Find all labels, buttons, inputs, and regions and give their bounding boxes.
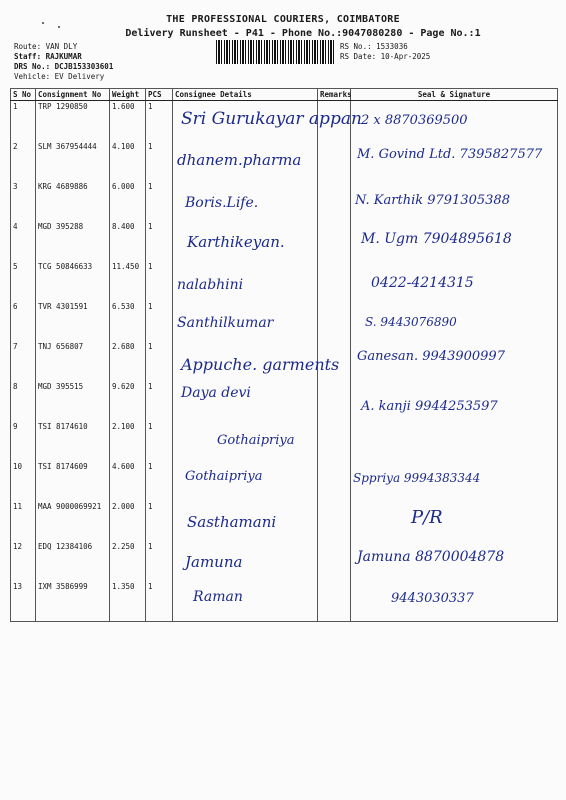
- drs-number: DRS No.: DCJB153303601: [14, 62, 114, 71]
- handwritten-signature: N. Karthik 9791305388: [355, 193, 510, 208]
- handwritten-signature: S. 9443076890: [365, 315, 457, 329]
- staff: Staff: RAJKUMAR: [14, 52, 82, 61]
- table-header-row: [11, 89, 558, 101]
- cell-pcs: 1: [146, 261, 173, 301]
- cell-weight: 4.600: [110, 461, 146, 501]
- table-row: [11, 301, 558, 341]
- cell-signature: [351, 581, 558, 622]
- handwritten-consignee: Daya devi: [181, 385, 251, 401]
- cell-weight: 4.100: [110, 141, 146, 181]
- table-row: [11, 381, 558, 421]
- header-remarks: Remarks: [318, 89, 351, 101]
- cell-remarks: [318, 541, 351, 581]
- cell-sno: 8: [11, 381, 36, 421]
- table-row: [11, 421, 558, 461]
- cell-remarks: [318, 381, 351, 421]
- cell-sno: 10: [11, 461, 36, 501]
- cell-remarks: [318, 461, 351, 501]
- cell-weight: 6.000: [110, 181, 146, 221]
- cell-consignment: TRP 1290850: [36, 101, 110, 142]
- cell-sno: 2: [11, 141, 36, 181]
- cell-consignment: MAA 9000069921: [36, 501, 110, 541]
- cell-pcs: 1: [146, 501, 173, 541]
- cell-pcs: 1: [146, 341, 173, 381]
- header-pcs: PCS: [146, 89, 173, 101]
- cell-consignee: [173, 541, 318, 581]
- cell-remarks: [318, 181, 351, 221]
- cell-sno: 4: [11, 221, 36, 261]
- cell-pcs: 1: [146, 101, 173, 142]
- rs-number: RS No.: 1533036: [340, 42, 408, 51]
- cell-consignee: [173, 301, 318, 341]
- handwritten-signature: Ganesan. 9943900997: [357, 349, 505, 364]
- cell-remarks: [318, 141, 351, 181]
- cell-signature: [351, 101, 558, 142]
- cell-pcs: 1: [146, 461, 173, 501]
- handwritten-consignee: Appuche. garments: [181, 355, 340, 374]
- cell-signature: [351, 341, 558, 381]
- handwritten-consignee: Sri Gurukayar appan: [181, 109, 362, 129]
- cell-consignment: TNJ 656807: [36, 341, 110, 381]
- vehicle: Vehicle: EV Delivery: [14, 72, 105, 81]
- cell-consignment: MGD 395515: [36, 381, 110, 421]
- handwritten-consignee: Boris.Life.: [185, 195, 259, 211]
- cell-consignee: [173, 501, 318, 541]
- cell-weight: 11.450: [110, 261, 146, 301]
- handwritten-consignee: dhanem.pharma: [177, 151, 302, 169]
- cell-signature: [351, 381, 558, 421]
- cell-consignment: SLM 367954444: [36, 141, 110, 181]
- cell-weight: 1.350: [110, 581, 146, 622]
- cell-consignment: IXM 3586999: [36, 581, 110, 622]
- table-row: [11, 581, 558, 622]
- handwritten-signature: M. Ugm 7904895618: [361, 231, 512, 247]
- cell-consignment: TVR 4301591: [36, 301, 110, 341]
- cell-sno: 12: [11, 541, 36, 581]
- cell-consignment: KRG 4689886: [36, 181, 110, 221]
- cell-weight: 2.680: [110, 341, 146, 381]
- cell-pcs: 1: [146, 141, 173, 181]
- runsheet-table: [10, 88, 558, 622]
- table-row: [11, 541, 558, 581]
- handwritten-consignee: Santhilkumar: [177, 315, 274, 331]
- table-row: [11, 221, 558, 261]
- table-row: [11, 501, 558, 541]
- handwritten-consignee: Karthikeyan.: [187, 233, 285, 251]
- cell-remarks: [318, 581, 351, 622]
- cell-signature: [351, 261, 558, 301]
- header-weight: Weight: [110, 89, 146, 101]
- cell-consignee: [173, 421, 318, 461]
- cell-signature: [351, 181, 558, 221]
- handwritten-signature: A. kanji 9944253597: [361, 399, 498, 414]
- cell-consignee: [173, 221, 318, 261]
- cell-pcs: 1: [146, 181, 173, 221]
- rs-date: RS Date: 10-Apr-2025: [340, 52, 431, 61]
- handwritten-consignee: Raman: [193, 589, 243, 605]
- cell-signature: [351, 141, 558, 181]
- cell-remarks: [318, 221, 351, 261]
- handwritten-consignee: Jamuna: [185, 553, 243, 571]
- cell-consignee: [173, 461, 318, 501]
- cell-weight: 6.530: [110, 301, 146, 341]
- table-row: [11, 261, 558, 301]
- cell-remarks: [318, 421, 351, 461]
- cell-consignment: TSI 8174609: [36, 461, 110, 501]
- rs-info: [340, 42, 430, 62]
- cell-consignee: [173, 261, 318, 301]
- cell-consignee: [173, 581, 318, 622]
- cell-signature: [351, 541, 558, 581]
- cell-weight: 8.400: [110, 221, 146, 261]
- table-row: [11, 101, 558, 142]
- cell-consignee: [173, 101, 362, 142]
- table-row: [11, 461, 558, 501]
- cell-pcs: 1: [146, 581, 173, 622]
- header-consignee: Consignee Details: [173, 89, 318, 101]
- document-subtitle: Delivery Runsheet - P41 - Phone No.:9047080280 - Page No.:1: [125, 28, 481, 39]
- handwritten-consignee: Gothaipriya: [217, 433, 295, 448]
- cell-pcs: 1: [146, 541, 173, 581]
- route: Route: VAN DLY: [14, 42, 78, 51]
- cell-signature: [351, 501, 558, 541]
- cell-consignment: EDQ 12384106: [36, 541, 110, 581]
- cell-sno: 1: [11, 101, 36, 142]
- cell-sno: 9: [11, 421, 36, 461]
- header-sno: S No: [11, 89, 36, 101]
- cell-sno: 6: [11, 301, 36, 341]
- barcode: [216, 40, 334, 64]
- cell-sno: 7: [11, 341, 36, 381]
- table-row: [11, 141, 558, 181]
- cell-remarks: [318, 301, 351, 341]
- cell-remarks: [318, 501, 351, 541]
- cell-pcs: 1: [146, 221, 173, 261]
- cell-pcs: 1: [146, 421, 173, 461]
- handwritten-consignee: nalabhini: [177, 277, 244, 293]
- cell-weight: 2.100: [110, 421, 146, 461]
- cell-sno: 13: [11, 581, 36, 622]
- table-row: [11, 341, 558, 381]
- handwritten-consignee: Sasthamani: [187, 513, 277, 531]
- cell-pcs: 1: [146, 301, 173, 341]
- document-title: THE PROFESSIONAL COURIERS, COIMBATORE: [166, 14, 400, 25]
- cell-weight: 2.250: [110, 541, 146, 581]
- cell-remarks: [318, 261, 351, 301]
- handwritten-signature: M. Govind Ltd. 7395827577: [357, 147, 543, 162]
- cell-signature: [351, 301, 558, 341]
- cell-signature: [351, 221, 558, 261]
- handwritten-signature: Jamuna 8870004878: [357, 549, 505, 565]
- handwritten-signature: 0422-4214315: [371, 275, 474, 291]
- cell-weight: 9.620: [110, 381, 146, 421]
- handwritten-signature: 9443030337: [391, 591, 474, 606]
- cell-consignment: MGD 395288: [36, 221, 110, 261]
- cell-consignee: [173, 181, 318, 221]
- cell-sno: 5: [11, 261, 36, 301]
- cell-pcs: 1: [146, 381, 173, 421]
- cell-consignee: [173, 141, 318, 181]
- handwritten-signature: Sppriya 9994383344: [353, 471, 481, 485]
- cell-consignee: [173, 341, 340, 381]
- route-info: [14, 42, 113, 82]
- handwritten-signature: P/R: [411, 507, 443, 528]
- cell-sno: 3: [11, 181, 36, 221]
- cell-weight: 1.600: [110, 101, 146, 142]
- cell-consignee: [173, 381, 318, 421]
- cell-sno: 11: [11, 501, 36, 541]
- cell-signature: [351, 421, 558, 461]
- header-consignment: Consignment No: [36, 89, 110, 101]
- handwritten-consignee: Gothaipriya: [185, 469, 263, 484]
- header-signature: Seal & Signature: [351, 89, 558, 101]
- cell-weight: 2.000: [110, 501, 146, 541]
- cell-signature: [351, 461, 558, 501]
- handwritten-signature: 2 x 8870369500: [361, 113, 468, 128]
- cell-consignment: TSI 8174610: [36, 421, 110, 461]
- cell-consignment: TCG 50846633: [36, 261, 110, 301]
- table-row: [11, 181, 558, 221]
